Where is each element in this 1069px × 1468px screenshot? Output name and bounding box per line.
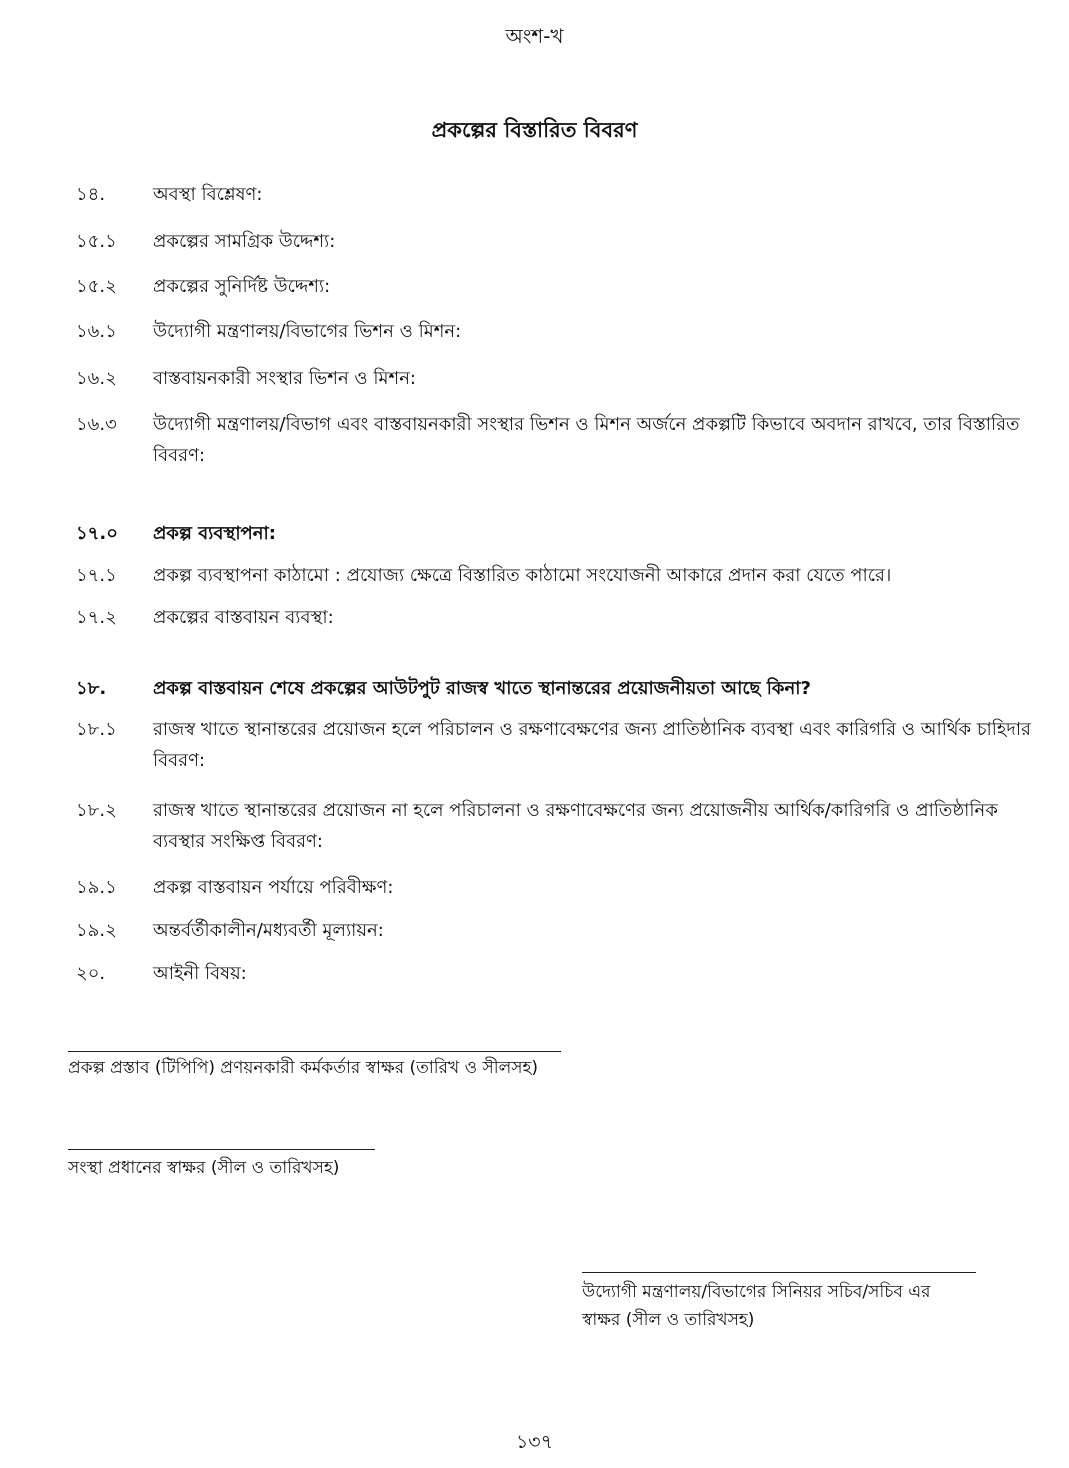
signature-label-agency-head: সংস্থা প্রধানের স্বাক্ষর (সীল ও তারিখসহ) [68, 1158, 340, 1178]
item-number: ১৮.২ [76, 800, 117, 821]
item-number: ১৫.১ [76, 231, 117, 252]
signature-label-tpp-preparer: প্রকল্প প্রস্তাব (টিপিপি) প্রণয়নকারী কর্মকর্তার স্বাক্ষর (তারিখ ও সীলসহ) [68, 1058, 539, 1078]
item-text: বাস্তবায়নকারী সংস্থার ভিশন ও মিশন: [153, 368, 416, 389]
item-text: আইনী বিষয়: [153, 963, 247, 984]
item-16-1 [76, 316, 1036, 347]
item-text: প্রকল্পের বাস্তবায়ন ব্যবস্থা: [153, 607, 334, 628]
signature-label-secretary-line1: উদ্যোগী মন্ত্রণালয়/বিভাগের সিনিয়র সচিব/সচিব এর [582, 1282, 931, 1302]
item-number: ১৮.১ [76, 719, 117, 740]
item-number: ১৭.০ [76, 523, 118, 544]
item-17-1 [76, 560, 1036, 591]
item-text: অন্তর্বর্তীকালীন/মধ্যবর্তী মূল্যায়ন: [153, 920, 384, 941]
item-text: প্রকল্প বাস্তবায়ন পর্যায়ে পরিবীক্ষণ: [153, 877, 394, 898]
item-text: প্রকল্প ব্যবস্থাপনা: [153, 523, 276, 544]
item-number: ১৮. [76, 678, 107, 699]
item-14 [76, 179, 1036, 210]
item-number: ১৭.২ [76, 607, 117, 628]
page-number: ১৩৭ [515, 1431, 554, 1453]
item-number: ১৬.৩ [76, 414, 117, 435]
signature-line-agency-head [68, 1149, 375, 1150]
item-19-2 [76, 915, 1036, 946]
item-18-1 [76, 714, 1036, 776]
item-17-0 [76, 518, 1036, 549]
item-number: ১৯.১ [76, 877, 117, 898]
item-number: ১৪. [76, 184, 106, 205]
item-text: প্রকল্পের সুনির্দিষ্ট উদ্দেশ্য: [153, 276, 331, 297]
item-15-2 [76, 271, 1036, 302]
item-text: প্রকল্প ব্যবস্থাপনা কাঠামো : প্রযোজ্য ক্ষেত্রে বিস্তারিত কাঠামো সংযোজনী আকারে প্রদান করা যেতে পারে। [153, 565, 892, 586]
item-number: ১৬.২ [76, 368, 117, 389]
item-text: রাজস্ব খাতে স্থানান্তরের প্রয়োজন হলে পরিচালন ও রক্ষণাবেক্ষণের জন্য প্রাতিষ্ঠানিক ব্যবস্থা এবং কারিগরি ও আর্থিক চাহিদার বিবরণ: [153, 719, 1031, 771]
signature-line-secretary [582, 1272, 976, 1273]
item-20 [76, 958, 1036, 989]
item-text: প্রকল্প বাস্তবায়ন শেষে প্রকল্পের আউটপুট রাজস্ব খাতে স্থানান্তরের প্রয়োজনীয়তা আছে কিনা? [153, 678, 811, 699]
part-label: অংশ-খ [505, 24, 564, 48]
item-18-2 [76, 795, 1036, 857]
item-number: ১৬.১ [76, 321, 117, 342]
item-text: উদ্যোগী মন্ত্রণালয়/বিভাগ এবং বাস্তবায়নকারী সংস্থার ভিশন ও মিশন অর্জনে প্রকল্পটি কিভাবে অবদান রাখবে, তার বিস্তারিত বিবরণ: [153, 414, 1020, 466]
item-15-1 [76, 226, 1036, 257]
item-text: রাজস্ব খাতে স্থানান্তরের প্রয়োজন না হলে পরিচালনা ও রক্ষণাবেক্ষণের জন্য প্রয়োজনীয় আর্থিক/কারিগরি ও প্রাতিষ্ঠানিক ব্যবস্থার সংক্ষিপ্ত বিবরণ: [153, 800, 998, 852]
item-17-2 [76, 602, 1036, 633]
item-text: অবস্থা বিশ্লেষণ: [153, 184, 263, 205]
document-title: প্রকল্পের বিস্তারিত বিবরণ [431, 118, 638, 142]
item-16-3 [76, 409, 1036, 471]
signature-label-secretary-line2: স্বাক্ষর (সীল ও তারিখসহ) [582, 1310, 755, 1330]
item-18 [76, 673, 1036, 704]
item-number: ১৫.২ [76, 276, 117, 297]
item-16-2 [76, 363, 1036, 394]
item-19-1 [76, 872, 1036, 903]
item-text: প্রকল্পের সামগ্রিক উদ্দেশ্য: [153, 231, 336, 252]
item-number: ১৭.১ [76, 565, 117, 586]
item-text: উদ্যোগী মন্ত্রণালয়/বিভাগের ভিশন ও মিশন: [153, 321, 462, 342]
item-number: ২০. [76, 963, 106, 984]
item-number: ১৯.২ [76, 920, 117, 941]
signature-line-tpp-preparer [68, 1051, 561, 1052]
